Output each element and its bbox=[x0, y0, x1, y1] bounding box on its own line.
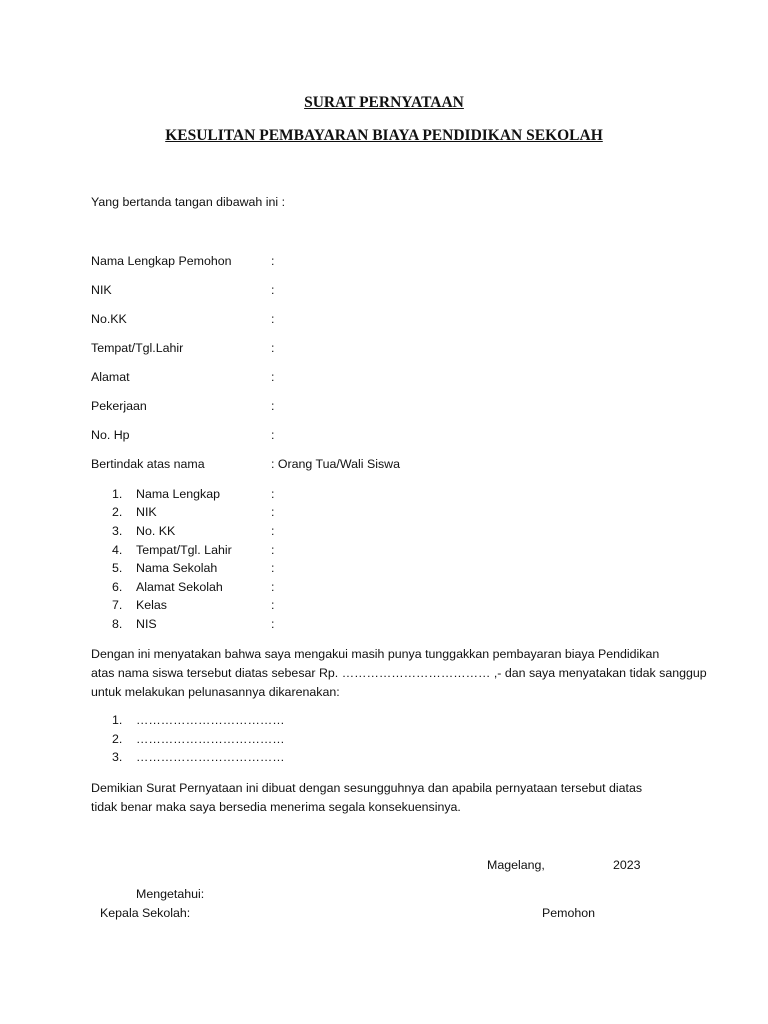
applicant-label: Pemohon bbox=[542, 906, 596, 920]
field-value: : bbox=[271, 524, 275, 538]
paragraph-line: tidak benar maka saya bersedia menerima segala konsekuensinya. bbox=[91, 800, 461, 814]
field-value: : bbox=[271, 580, 275, 594]
list-item: ……………………………… bbox=[136, 750, 285, 764]
list-item: NIK bbox=[136, 505, 157, 519]
field-label: Tempat/Tgl.Lahir bbox=[91, 341, 184, 355]
paragraph-line: atas nama siswa tersebut diatas sebesar Rp. ……………………………… ,- dan saya menyatakan tidak sanggup bbox=[91, 666, 707, 680]
field-label: No.KK bbox=[91, 312, 127, 326]
field-value: : bbox=[271, 487, 275, 501]
list-item: Nama Sekolah bbox=[136, 561, 218, 575]
field-value: : bbox=[271, 561, 275, 575]
field-label: Alamat bbox=[91, 370, 130, 384]
field-value: : bbox=[271, 312, 275, 326]
paragraph-line: Demikian Surat Pernyataan ini dibuat dengan sesungguhnya dan apabila pernyataan tersebut diatas bbox=[91, 781, 643, 795]
field-value: : bbox=[271, 341, 275, 355]
principal-label: Kepala Sekolah: bbox=[100, 906, 191, 920]
field-label: Pekerjaan bbox=[91, 399, 147, 413]
list-item: Nama Lengkap bbox=[136, 487, 221, 501]
list-item: Tempat/Tgl. Lahir bbox=[136, 543, 232, 557]
acknowledged-label: Mengetahui: bbox=[136, 887, 205, 901]
paragraph-line: Dengan ini menyatakan bahwa saya mengakui masih punya tunggakkan pembayaran biaya Pendidikan bbox=[91, 647, 660, 661]
field-label: Bertindak atas nama bbox=[91, 457, 205, 471]
list-number: 8. bbox=[112, 617, 123, 631]
field-value: : bbox=[271, 428, 275, 442]
field-value: : bbox=[271, 617, 275, 631]
list-item: NIS bbox=[136, 617, 157, 631]
list-number: 6. bbox=[112, 580, 123, 594]
document-title: SURAT PERNYATAAN bbox=[304, 94, 464, 111]
signature-year: 2023 bbox=[613, 858, 641, 872]
list-number: 4. bbox=[112, 543, 123, 557]
field-value: : bbox=[271, 399, 275, 413]
field-value: : bbox=[271, 283, 275, 297]
field-value: : Orang Tua/Wali Siswa bbox=[271, 457, 400, 471]
paragraph-line: untuk melakukan pelunasannya dikarenakan: bbox=[91, 685, 340, 699]
list-item: No. KK bbox=[136, 524, 176, 538]
list-number: 3. bbox=[112, 524, 123, 538]
field-label: No. Hp bbox=[91, 428, 130, 442]
list-number: 1. bbox=[112, 713, 123, 727]
list-number: 3. bbox=[112, 750, 123, 764]
field-value: : bbox=[271, 598, 275, 612]
field-label: Nama Lengkap Pemohon bbox=[91, 254, 232, 268]
field-value: : bbox=[271, 370, 275, 384]
list-number: 5. bbox=[112, 561, 123, 575]
list-item: ……………………………… bbox=[136, 713, 285, 727]
list-number: 2. bbox=[112, 505, 123, 519]
field-value: : bbox=[271, 505, 275, 519]
field-label: NIK bbox=[91, 283, 112, 297]
intro-text: Yang bertanda tangan dibawah ini : bbox=[91, 195, 286, 209]
field-value: : bbox=[271, 543, 275, 557]
list-item: ……………………………… bbox=[136, 732, 285, 746]
signature-place: Magelang, bbox=[487, 858, 545, 872]
document-subtitle: KESULITAN PEMBAYARAN BIAYA PENDIDIKAN SEKOLAH bbox=[165, 127, 603, 144]
list-item: Alamat Sekolah bbox=[136, 580, 223, 594]
list-number: 2. bbox=[112, 732, 123, 746]
list-number: 1. bbox=[112, 487, 123, 501]
field-value: : bbox=[271, 254, 275, 268]
list-item: Kelas bbox=[136, 598, 167, 612]
list-number: 7. bbox=[112, 598, 123, 612]
